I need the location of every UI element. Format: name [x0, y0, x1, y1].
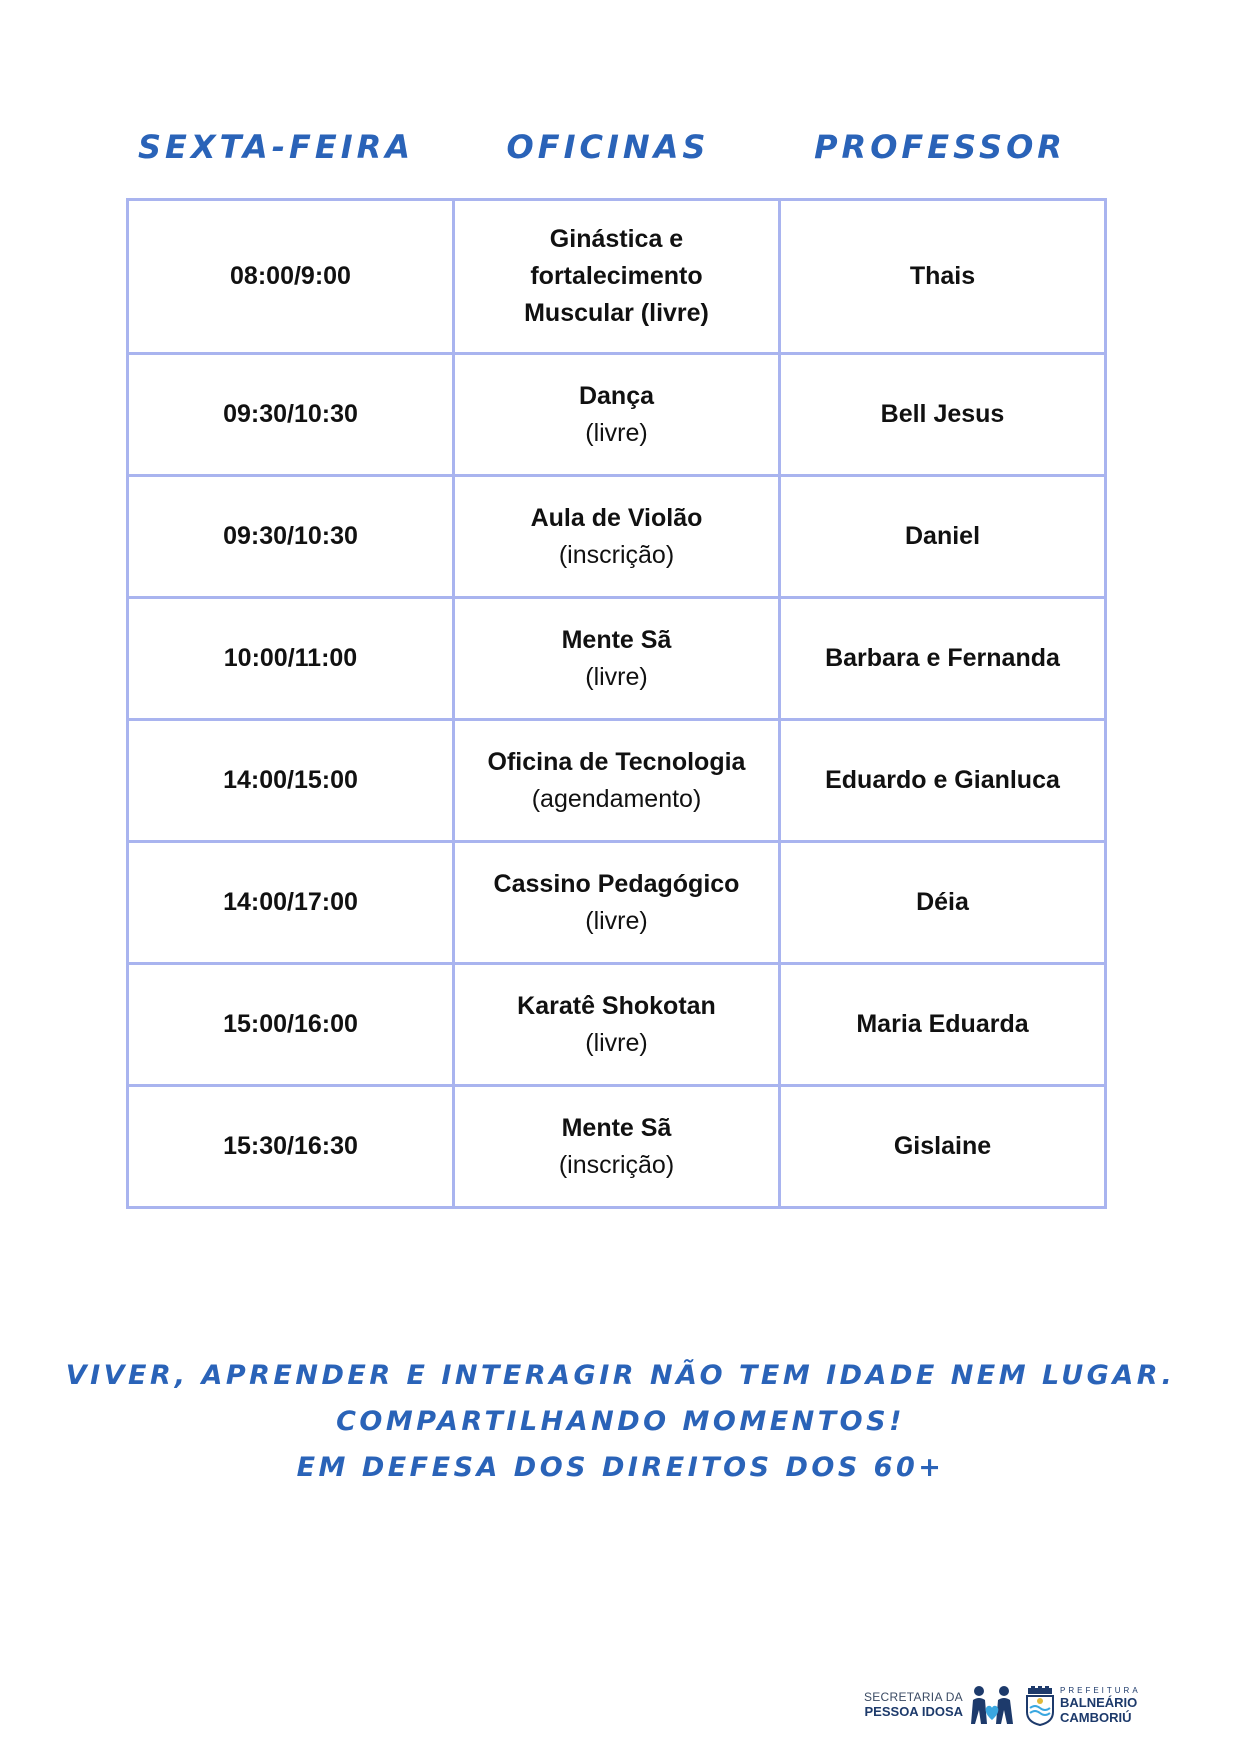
teacher-cell: Maria Eduarda — [780, 964, 1106, 1086]
activity-cell — [454, 720, 780, 842]
activity-cell — [454, 964, 780, 1086]
teacher-cell: Thais — [780, 200, 1106, 354]
slogan-line-1: VIVER, APRENDER E INTERAGIR NÃO TEM IDADE NEM LUGAR. — [65, 1360, 1176, 1391]
prefeitura-line-1: PREFEITURA — [1060, 1686, 1141, 1695]
teacher-cell: Daniel — [780, 476, 1106, 598]
prefeitura-line-2: BALNEÁRIO — [1060, 1695, 1138, 1710]
header-workshops: OFICINAS — [506, 128, 710, 166]
table-row — [128, 598, 1106, 720]
teacher-cell: Eduardo e Gianluca — [780, 720, 1106, 842]
time-cell: 09:30/10:30 — [128, 476, 454, 598]
activity-name: Mente Sã — [561, 625, 672, 654]
table-row — [128, 964, 1106, 1086]
footer-logos — [855, 1682, 1145, 1730]
activity-note: (livre) — [585, 1028, 648, 1057]
activity-note: (inscrição) — [558, 1150, 675, 1179]
time-cell: 08:00/9:00 — [128, 200, 454, 354]
activity-cell — [454, 476, 780, 598]
teacher-cell: Bell Jesus — [780, 354, 1106, 476]
activity-note: (inscrição) — [558, 540, 675, 569]
table-row — [128, 476, 1106, 598]
time-cell: 15:30/16:30 — [128, 1086, 454, 1208]
slogan-line-2: COMPARTILHANDO MOMENTOS! — [336, 1406, 905, 1437]
time-cell: 14:00/17:00 — [128, 842, 454, 964]
activity-note: (livre) — [585, 418, 648, 447]
table-row — [128, 720, 1106, 842]
activity-name: Karatê Shokotan — [517, 991, 716, 1020]
activity-name: Ginástica e fortalecimento — [530, 225, 703, 290]
teacher-cell: Déia — [780, 842, 1106, 964]
city-crest-icon — [1025, 1686, 1055, 1726]
prefeitura-line-3: CAMBORIÚ — [1060, 1710, 1132, 1725]
time-cell: 15:00/16:00 — [128, 964, 454, 1086]
activity-cell — [454, 1086, 780, 1208]
table-row — [128, 842, 1106, 964]
activity-cell — [454, 598, 780, 720]
activity-note: (livre) — [585, 662, 648, 691]
table-row — [128, 200, 1106, 354]
time-cell: 10:00/11:00 — [128, 598, 454, 720]
time-cell: 09:30/10:30 — [128, 354, 454, 476]
secretaria-line-1: SECRETARIA DA — [863, 1690, 963, 1704]
activity-cell — [454, 354, 780, 476]
activity-name: Dança — [578, 381, 655, 410]
activity-name: Oficina de Tecnologia — [487, 747, 746, 776]
table-headers — [0, 128, 1241, 176]
people-heart-icon — [969, 1684, 1015, 1728]
prefeitura-logo-text — [1060, 1686, 1141, 1725]
table-row — [128, 1086, 1106, 1208]
activity-note: Muscular (livre) — [524, 299, 709, 327]
activity-name: Mente Sã — [561, 1113, 672, 1142]
header-day: SEXTA-FEIRA — [138, 128, 414, 166]
activity-cell — [454, 200, 780, 354]
activity-note: (agendamento) — [531, 784, 702, 813]
time-cell: 14:00/15:00 — [128, 720, 454, 842]
schedule-table — [126, 198, 1107, 1209]
activity-name: Aula de Violão — [530, 503, 703, 532]
teacher-cell: Gislaine — [780, 1086, 1106, 1208]
table-row — [128, 354, 1106, 476]
header-teacher: PROFESSOR — [814, 128, 1066, 166]
teacher-cell: Barbara e Fernanda — [780, 598, 1106, 720]
activity-note: (livre) — [585, 906, 648, 935]
slogan-line-3: EM DEFESA DOS DIREITOS DOS 60+ — [296, 1452, 945, 1483]
secretaria-logo-text — [855, 1690, 963, 1719]
secretaria-line-2: PESSOA IDOSA — [864, 1704, 963, 1719]
activity-cell — [454, 842, 780, 964]
activity-name: Cassino Pedagógico — [493, 869, 740, 898]
